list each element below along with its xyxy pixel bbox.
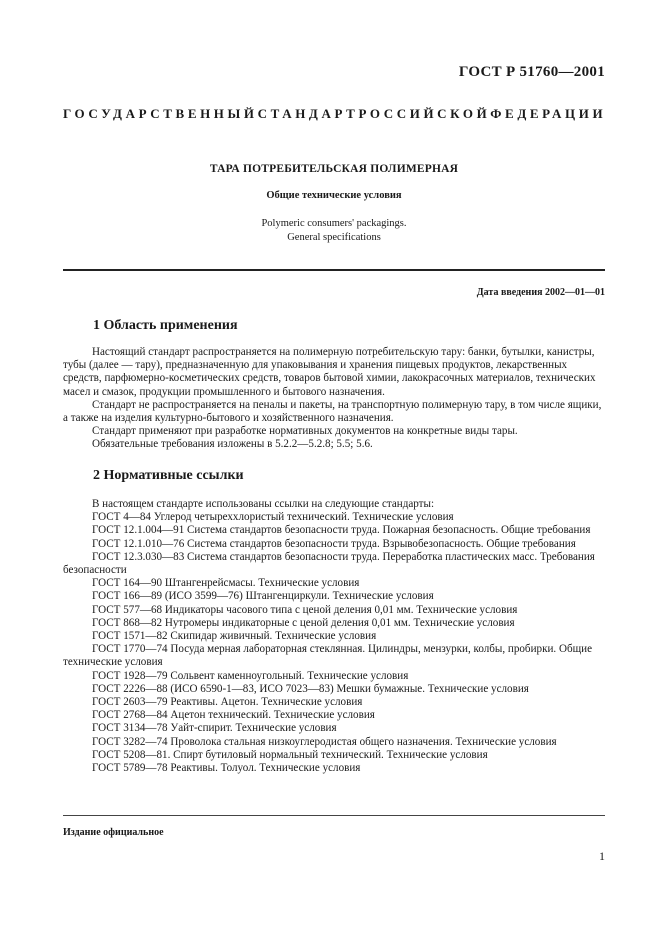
banner-word: РОССИЙСКОЙ (358, 106, 491, 121)
document-title: ТАРА ПОТРЕБИТЕЛЬСКАЯ ПОЛИМЕРНАЯ (209, 163, 459, 175)
state-standard-banner (63, 106, 605, 122)
english-title-line-1: Polymeric consumers' packagings. (261, 218, 407, 229)
reference-item: ГОСТ 164—90 Штангенрейсмасы. Технические условия (92, 577, 360, 590)
section-2-heading: 2 Нормативные ссылки (93, 468, 244, 483)
reference-item: ГОСТ 12.1.004—91 Система стандартов безопасности труда. Пожарная безопасность. Общие требования (92, 524, 591, 537)
banner-word: ГОСУДАРСТВЕННЫЙ (63, 106, 258, 121)
section-1-heading: 1 Область применения (93, 318, 238, 333)
banner-word: СТАНДАРТ (257, 106, 359, 121)
reference-item: ГОСТ 1928—79 Сольвент каменноугольный. Технические условия (92, 669, 409, 682)
paragraph: Обязательные требования изложены в 5.2.2—5.2.8; 5.5; 5.6. (92, 438, 373, 451)
reference-item: ГОСТ 3282—74 Проволока стальная низкоуглеродистая общего назначения. Технические условия (92, 735, 557, 748)
reference-item: ГОСТ 3134—78 Уайт-спирит. Технические условия (92, 722, 337, 735)
reference-item: ГОСТ 2603—79 Реактивы. Ацетон. Технические условия (92, 696, 363, 709)
reference-item: ГОСТ 166—89 (ИСО 3599—76) Штангенциркули. Технические условия (92, 590, 434, 603)
reference-item: ГОСТ 1571—82 Скипидар живичный. Технические условия (92, 630, 377, 643)
introduction-date: Дата введения 2002—01—01 (476, 287, 605, 298)
english-title-line-2: General specifications (287, 232, 381, 243)
reference-item: ГОСТ 5208—81. Спирт бутиловый нормальный технический. Технические условия (92, 748, 488, 761)
reference-item: ГОСТ 2768—84 Ацетон технический. Технические условия (92, 709, 375, 722)
paragraph: Настоящий стандарт распространяется на полимерную потребительскую тару: банки, бутылки, канистры, тубы (далее — тару), предназначенную для упаковывания и хранения пищевых продуктов, лекарственных средств, парфюмерно-косметических средств, товаров бытовой химии, лакокрасочных материалов, технических масел и смазок, продукции промышленного и бытового назначения. (63, 346, 596, 398)
page-number: 1 (599, 849, 605, 863)
paragraph: Стандарт применяют при разработке нормативных документов на конкретные виды тары. (92, 425, 518, 438)
reference-item: ГОСТ 2226—88 (ИСО 6590-1—83, ИСО 7023—83) Мешки бумажные. Технические условия (92, 682, 529, 695)
reference-item: ГОСТ 12.3.030—83 Система стандартов безопасности труда. Переработка пластических масс. Требования безопасности (63, 550, 595, 577)
document-subtitle: Общие технические условия (266, 190, 402, 201)
reference-item: ГОСТ 5789—78 Реактивы. Толуол. Технические условия (92, 762, 361, 775)
reference-item: ГОСТ 577—68 Индикаторы часового типа с ценой деления 0,01 мм. Технические условия (92, 603, 518, 616)
paragraph: Стандарт не распространяется на пеналы и пакеты, на транспортную полимерную тару, в том числе ящики, а также на изделия культурно-бытового и хозяйственного назначения. (63, 398, 602, 425)
section-2-body (63, 498, 605, 775)
reference-item: ГОСТ 12.1.010—76 Система стандартов безопасности труда. Взрывобезопасность. Общие требования (92, 537, 576, 550)
reference-item: ГОСТ 1770—74 Посуда мерная лабораторная стеклянная. Цилиндры, мензурки, колбы, пробирки. Общие технические условия (63, 643, 592, 669)
title-divider (63, 269, 605, 271)
document-code: ГОСТ Р 51760—2001 (458, 64, 605, 80)
reference-item: ГОСТ 4—84 Углерод четыреххлористый технический. Технические условия (92, 511, 454, 524)
banner-word: ФЕДЕРАЦИИ (490, 106, 607, 121)
edition-note: Издание официальное (63, 827, 164, 838)
references-intro: В настоящем стандарте использованы ссылки на следующие стандарты: (92, 498, 435, 510)
footer-divider (63, 815, 605, 816)
reference-item: ГОСТ 868—82 Нутромеры индикаторные с ценой деления 0,01 мм. Технические условия (92, 616, 515, 629)
section-1-body (63, 346, 605, 452)
